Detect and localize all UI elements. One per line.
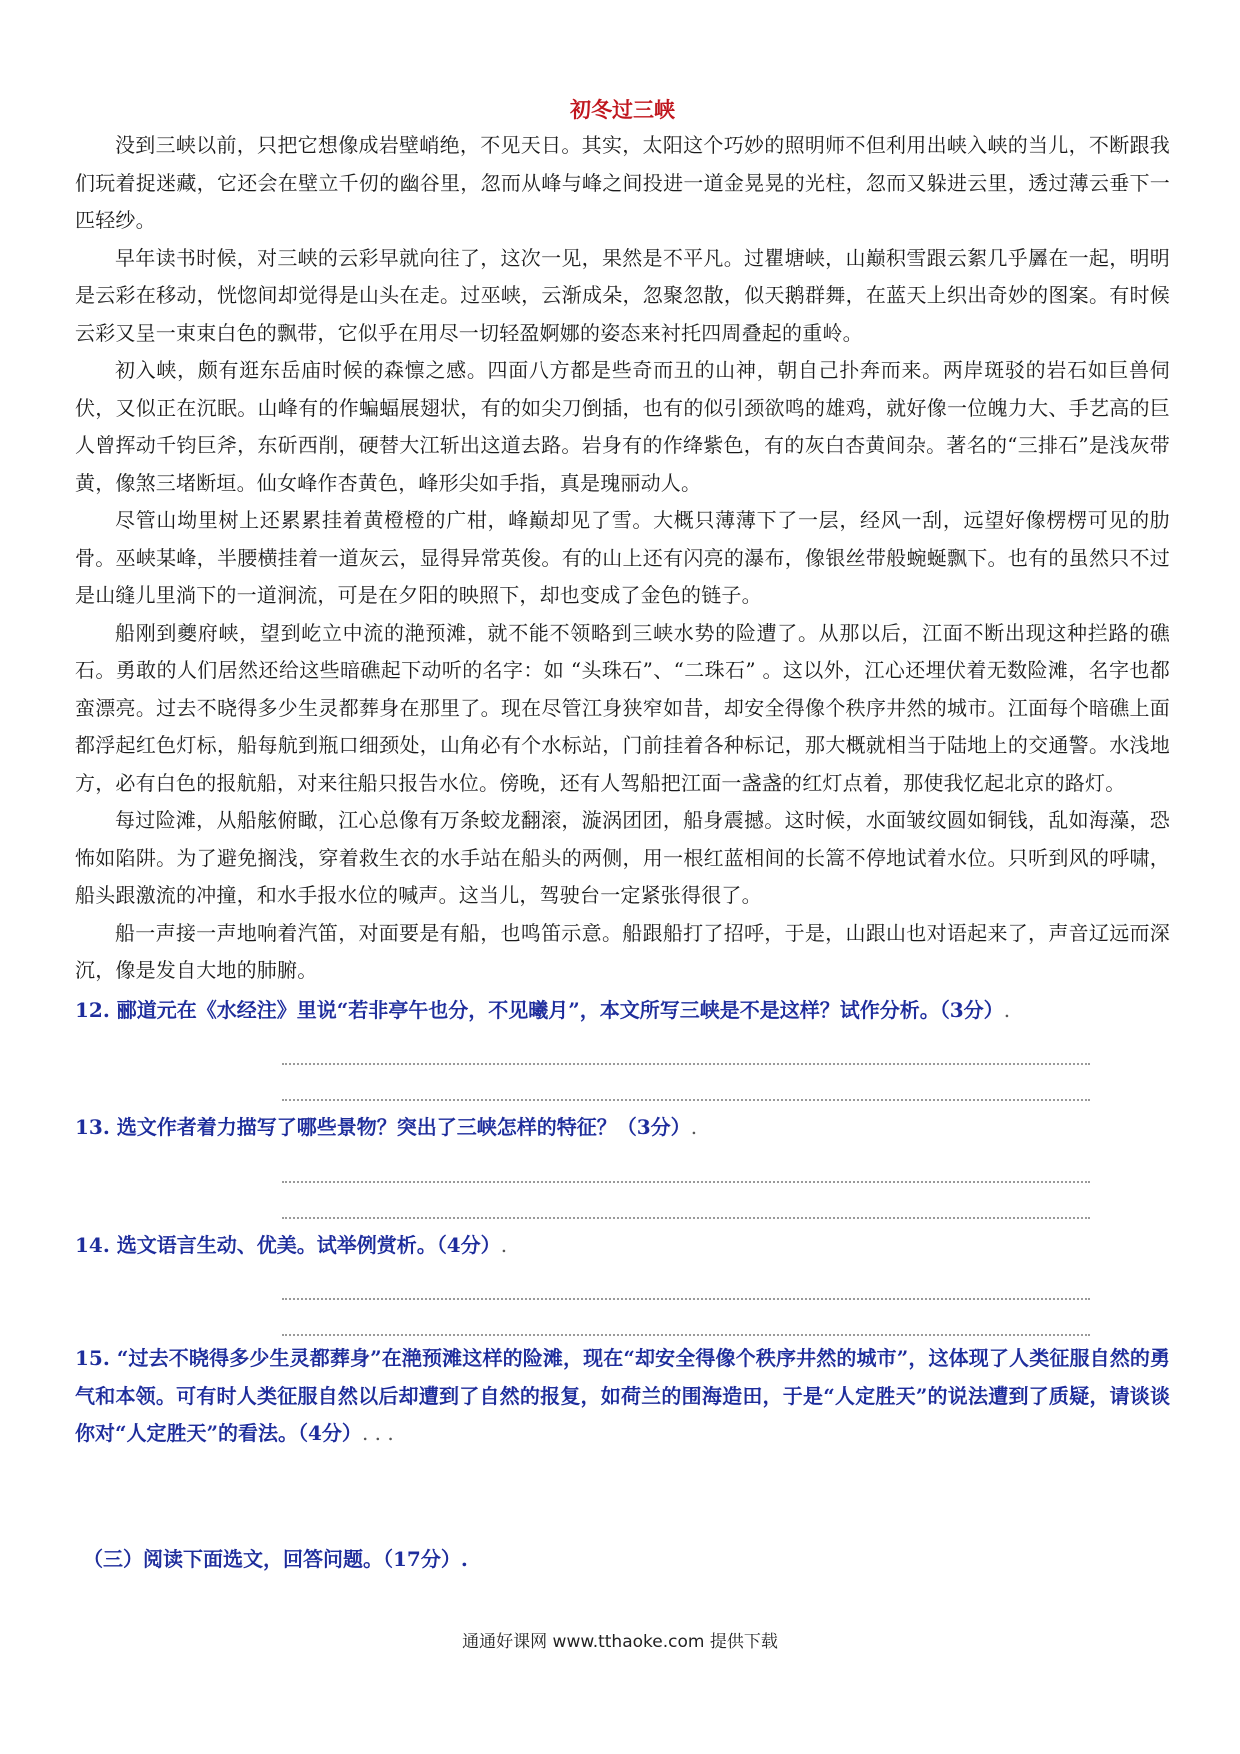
answer-line[interactable] — [282, 1300, 1090, 1336]
question-15 — [75, 1340, 1170, 1453]
paragraph: 船一声接一声地响着汽笛，对面要是有船，也鸣笛示意。船跟船打了招呼，于是，山跟山也对语起来了，声音辽远而深沉，像是发自大地的肺腑。 — [75, 920, 1170, 982]
question-trail: . — [690, 1115, 698, 1139]
page-footer: 通通好课网 www.tthaoke.com 提供下载 — [462, 1632, 778, 1652]
section-heading-text: （三）阅读下面选文，回答问题。（17分） — [83, 1546, 461, 1571]
answer-line[interactable] — [282, 1264, 1090, 1300]
question-trail: . — [1003, 997, 1011, 1022]
answer-line[interactable] — [282, 1183, 1090, 1219]
section-heading — [75, 1541, 1170, 1579]
paragraph: 尽管山坳里树上还累累挂着黄橙橙的广柑，峰巅却见了雪。大概只薄薄下了一层，经风一刮，远望好像楞楞可见的肋骨。巫峡某峰，半腰横挂着一道灰云，显得异常英俊。有的山上还有闪亮的瀑布，像银丝带般蜿蜒飘下。也有的虽然只不过是山缝儿里淌下的一道涧流，可是在夕阳的映照下，却也变成了金色的链子。 — [75, 508, 1170, 607]
answer-line[interactable] — [282, 1065, 1090, 1101]
question-text: 15. “过去不晓得多少生灵都葬身”在滟预滩这样的险滩，现在“却安全得像个秩序井然的城市”，这体现了人类征服自然的勇气和本领。可有时人类征服自然以后却遭到了自然的报复，如荷兰的围海造田，于是“人定胜天”的说法遭到了质疑，请谈谈你对“人定胜天”的看法。（4分） — [75, 1346, 1170, 1445]
question-text: 14. 选文语言生动、优美。试举例赏析。（4分） — [75, 1232, 501, 1257]
question-trail: . . . — [361, 1421, 394, 1445]
question-13 — [75, 1109, 1170, 1147]
question-14 — [75, 1227, 1170, 1265]
paragraph: 每过险滩，从船舷俯瞰，江心总像有万条蛟龙翻滚，漩涡团团，船身震撼。这时候，水面皱纹圆如铜钱，乱如海藻，恐怖如陷阱。为了避免搁浅，穿着救生衣的水手站在船头的两侧，用一根红蓝相间的长篙不停地试着水位。只听到风的呼啸，船头跟激流的冲撞，和水手报水位的喊声。这当儿，驾驶台一定紧张得很了。 — [75, 808, 1170, 907]
paragraph: 没到三峡以前，只把它想像成岩壁峭绝，不见天日。其实，太阳这个巧妙的照明师不但利用出峡入峡的当儿，不断跟我们玩着捉迷藏，它还会在壁立千仞的幽谷里，忽而从峰与峰之间投进一道金晃晃的光柱，忽而又躲进云里，透过薄云垂下一匹轻纱。 — [75, 133, 1170, 232]
answer-line[interactable] — [282, 1147, 1090, 1183]
question-trail: . — [500, 1232, 508, 1257]
document-page — [75, 95, 1170, 1578]
question-12 — [75, 992, 1170, 1030]
question-text: 12. 郦道元在《水经注》里说“若非亭午也分，不见曦月”，本文所写三峡是不是这样？试作分析。（3分） — [75, 997, 1004, 1022]
question-text: 13. 选文作者着力描写了哪些景物？突出了三峡怎样的特征？（3分） — [75, 1115, 691, 1139]
section-trail: . — [460, 1546, 468, 1571]
paragraph: 早年读书时候，对三峡的云彩早就向往了，这次一见，果然是不平凡。过瞿塘峡，山巅积雪跟云絮几乎羼在一起，明明是云彩在移动，恍惚间却觉得是山头在走。过巫峡，云渐成朵，忽聚忽散，似天鹅群舞，在蓝天上织出奇妙的图案。有时候云彩又呈一束束白色的飘带，它似乎在用尽一切轻盈婀娜的姿态来衬托四周叠起的重岭。 — [75, 245, 1170, 345]
article-title: 初冬过三峡 — [570, 97, 675, 122]
paragraph: 船刚到夔府峡，望到屹立中流的滟预滩，就不能不领略到三峡水势的险遭了。从那以后，江面不断出现这种拦路的礁石。勇敢的人们居然还给这些暗礁起下动听的名字：如 “头珠石”、“二珠石” 。这以外，江心还埋伏着无数险滩，名字也都蛮漂亮。过去不晓得多少生灵都葬身在那里了。现在尽管江身狭窄如昔，却安全得像个秩序井然的城市。江面每个暗礁上面都浮起红色灯标，船每航到瓶口细颈处，山角必有个水标站，门前挂着各种标记，那大概就相当于陆地上的交通警。水浅地方，必有白色的报航船，对来往船只报告水位。傍晚，还有人驾船把江面一盏盏的红灯点着，那使我忆起北京的路灯。 — [75, 620, 1170, 795]
paragraph: 初入峡，颇有逛东岳庙时候的森懔之感。四面八方都是些奇而丑的山神，朝自己扑奔而来。两岸斑驳的岩石如巨兽伺伏，又似正在沉眠。山峰有的作蝙蝠展翅状，有的如尖刀倒插，也有的似引颈欲鸣的雄鸡，就好像一位魄力大、手艺高的巨人曾挥动千钧巨斧，东斫西削，硬替大江斩出这道去路。岩身有的作绛紫色，有的灰白杏黄间杂。著名的“三排石”是浅灰带黄，像煞三堵断垣。仙女峰作杏黄色，峰形尖如手指，真是瑰丽动人。 — [75, 358, 1170, 495]
answer-line[interactable] — [282, 1029, 1090, 1065]
